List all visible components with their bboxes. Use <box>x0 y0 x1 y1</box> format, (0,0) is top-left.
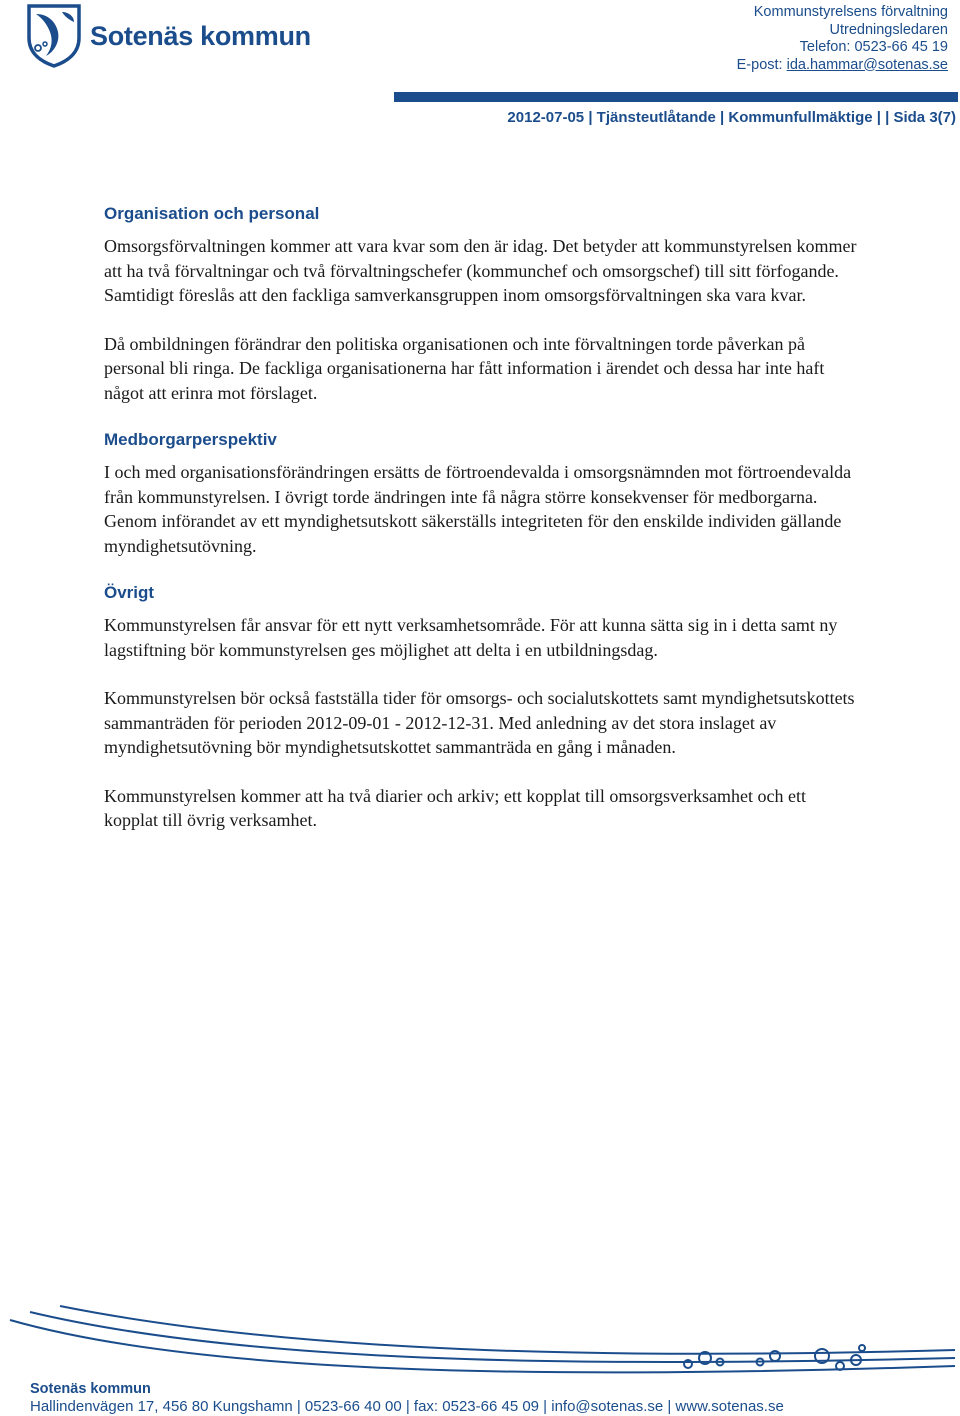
footer-address: Hallindenvägen 17, 456 80 Kungshamn | 0523-66 40 00 | fax: 0523-66 45 09 | info@sotenas.se | www.sotenas.se <box>30 1398 784 1415</box>
paragraph: Omsorgsförvaltningen kommer att vara kvar som den är idag. Det betyder att kommunstyrelsen kommer att ha två förvaltningar och två förvaltningschefer (kommunchef och omsorgschef) till sitt förfogande. Samtidigt föreslås att den fackliga samverkansgruppen inom omsorgsförvaltningen ska vara kvar. <box>104 236 857 305</box>
heading-organisation: Organisation och personal <box>104 204 320 223</box>
contact-email-line <box>737 57 948 75</box>
footer-org-name: Sotenäs kommun <box>30 1381 151 1397</box>
footer-wave-graphic <box>0 1302 960 1380</box>
email-label: E-post: <box>736 56 787 73</box>
heading-medborgarperspektiv: Medborgarperspektiv <box>104 430 277 449</box>
paragraph: Kommunstyrelsen kommer att ha två diarier och arkiv; ett kopplat till omsorgsverksamhet och ett kopplat till övrig verksamhet. <box>104 785 806 830</box>
page-footer <box>30 1380 784 1416</box>
paragraph: I och med organisationsförändringen ersätts de förtroendevalda i omsorgsnämnden mot förtroendevalda från kommunstyrelsen. I övrigt torde ändringen inte få några större konsekvenser för medborgarna. Genom införandet av ett myndighetsutskott säkerställs integriteten för den enskilde individen gällande myndighetsutövning. <box>104 462 852 556</box>
paragraph: Kommunstyrelsen bör också fastställa tider för omsorgs- och socialutskottets samt myndighetsutskottets sammanträden för perioden 2012-09-01 - 2012-12-31. Med anledning av det stora inslaget av myndighetsutövning bör myndighetsutskottet sammanträda en gång i månaden. <box>104 688 855 757</box>
document-meta: 2012-07-05 | Tjänsteutlåtande | Kommunfullmäktige | | Sida 3(7) <box>507 109 956 126</box>
municipality-logo <box>26 4 311 68</box>
document-body <box>104 203 864 857</box>
logo-wordmark: Sotenäs kommun <box>90 20 311 51</box>
email-link[interactable]: ida.hammar@sotenas.se <box>786 56 948 73</box>
contact-role: Utredningsledaren <box>829 21 948 38</box>
contact-block <box>737 4 948 74</box>
paragraph: Då ombildningen förändrar den politiska organisationen och inte förvaltningen torde påverkan på personal bli ringa. De fackliga organisationerna har fått information i ärendet och dessa har inte haft något att erinra mot förslaget. <box>104 333 825 403</box>
crest-icon <box>26 4 82 68</box>
heading-ovrigt: Övrigt <box>104 583 155 602</box>
paragraph: Kommunstyrelsen får ansvar för ett nytt verksamhetsområde. För att kunna sätta sig in i detta samt ny lagstiftning bör kommunstyrelsen ges möjlighet att delta i en utbildningsdag. <box>104 615 838 660</box>
department-name: Kommunstyrelsens förvaltning <box>753 4 948 20</box>
header-rule <box>394 92 958 102</box>
contact-phone: Telefon: 0523-66 45 19 <box>799 39 948 55</box>
